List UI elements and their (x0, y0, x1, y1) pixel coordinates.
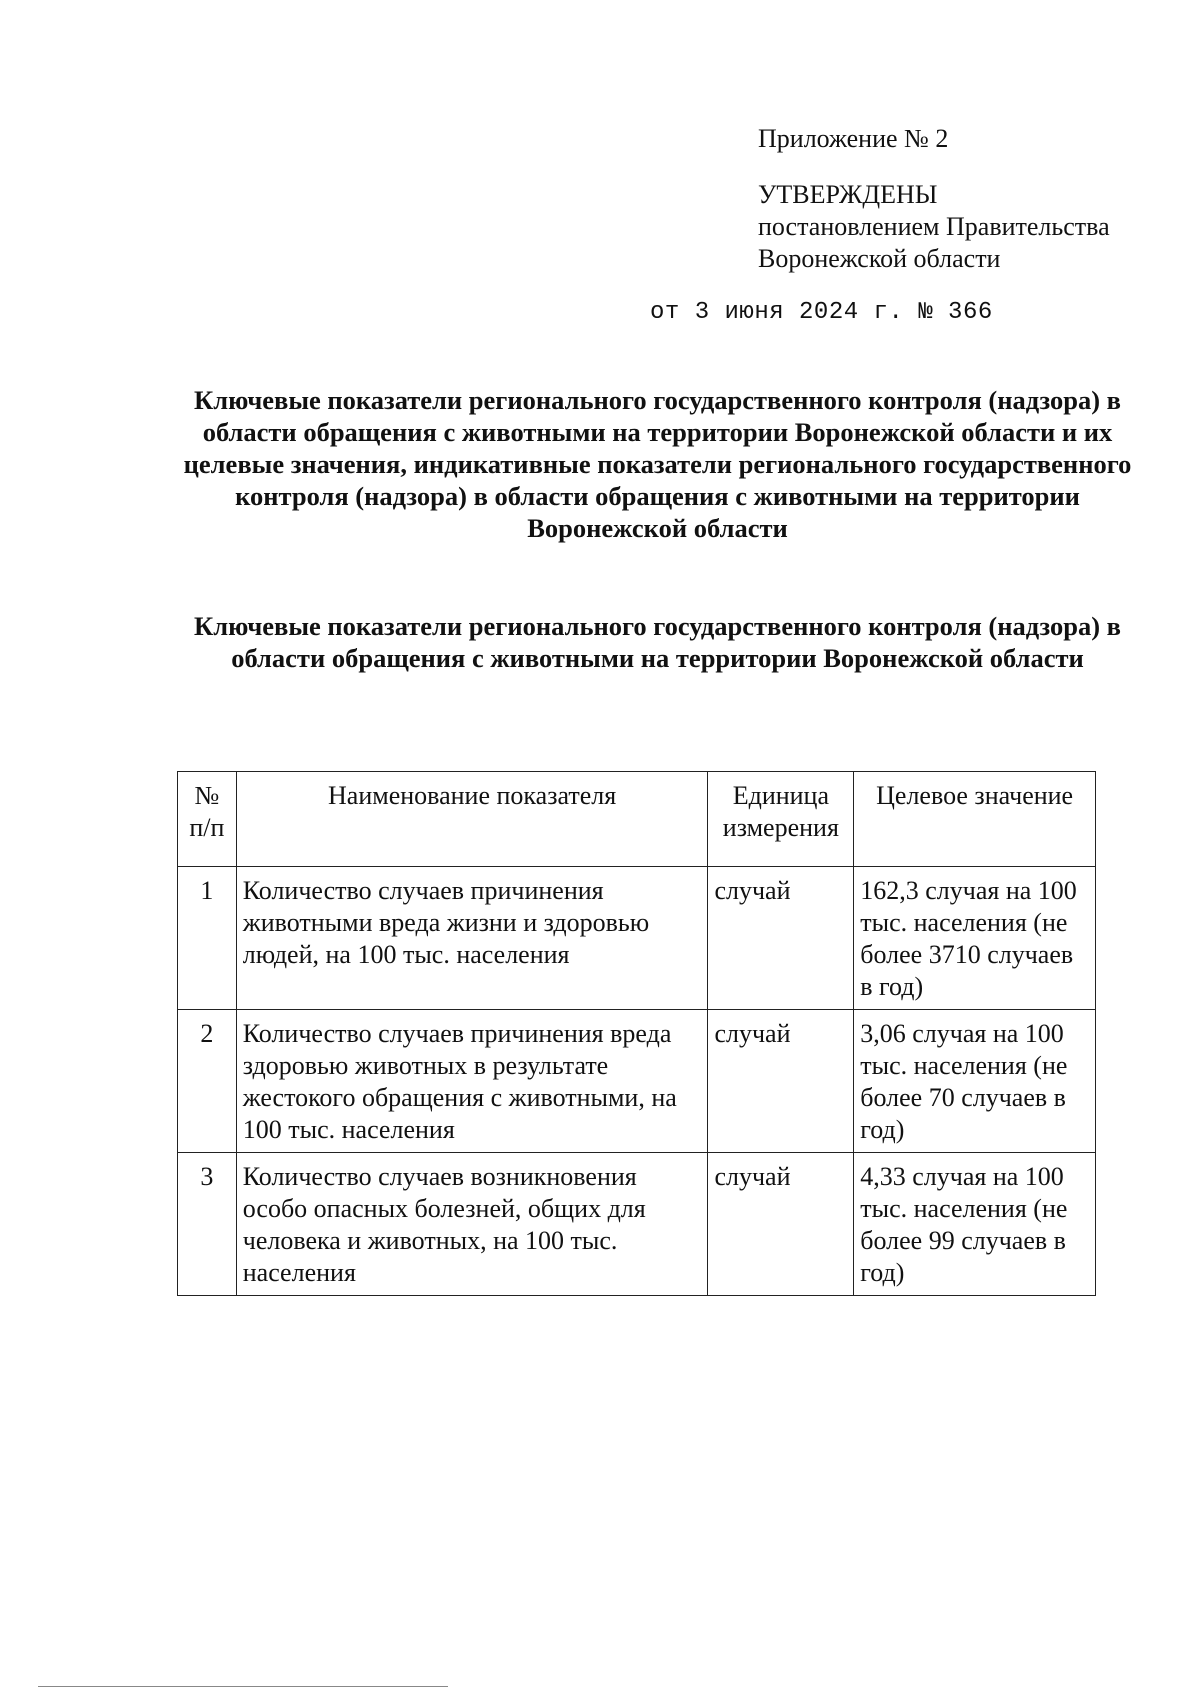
header-no: № п/п (178, 772, 237, 867)
table-row (178, 867, 1096, 1010)
approval-date: от 3 июня 2024 г. № 366 (650, 299, 993, 326)
row-name: Количество случаев причинения вреда здоровью животных в результате жестокого обращения с животными, на 100 тыс. населения (236, 1010, 708, 1153)
row-unit: случай (708, 867, 854, 1010)
row-no: 1 (178, 867, 237, 1010)
row-unit: случай (708, 1153, 854, 1296)
table-row (178, 1010, 1096, 1153)
row-no: 2 (178, 1010, 237, 1153)
attachment-block (758, 123, 1178, 275)
row-target: 4,33 случая на 100 тыс. населения (не более 99 случаев в год) (854, 1153, 1096, 1296)
attachment-label: Приложение № 2 (758, 124, 949, 153)
header-target: Целевое значение (854, 772, 1096, 867)
row-no: 3 (178, 1153, 237, 1296)
row-name: Количество случаев возникновения особо опасных болезней, общих для человека и животных, на 100 тыс. населения (236, 1153, 708, 1296)
approved-by-line-2: Воронежской области (758, 244, 1001, 273)
attachment-gap (758, 155, 1178, 179)
row-name: Количество случаев причинения животными вреда жизни и здоровью людей, на 100 тыс. населения (236, 867, 708, 1010)
footer-divider (38, 1686, 448, 1687)
table-row (178, 1153, 1096, 1296)
table-header-row (178, 772, 1096, 867)
row-target: 162,3 случая на 100 тыс. населения (не более 3710 случаев в год) (854, 867, 1096, 1010)
header-name: Наименование показателя (236, 772, 708, 867)
row-unit: случай (708, 1010, 854, 1153)
header-unit: Единица измерения (708, 772, 854, 867)
approved-by-line-1: постановлением Правительства (758, 212, 1110, 241)
section-title: Ключевые показатели регионального государственного контроля (надзора) в области обращения с животными на территории Воронежской области (194, 611, 1121, 673)
document-title: Ключевые показатели регионального государственного контроля (надзора) в области обращения с животными на территории Воронежской области и их целевые значения, индикативные показатели регионального государственного контроля (надзора) в области обращения с животными на территории Воронежской области (183, 385, 1132, 543)
row-target: 3,06 случая на 100 тыс. населения (не более 70 случаев в год) (854, 1010, 1096, 1153)
indicators-table (177, 771, 1096, 1296)
approved-label: УТВЕРЖДЕНЫ (758, 180, 938, 209)
